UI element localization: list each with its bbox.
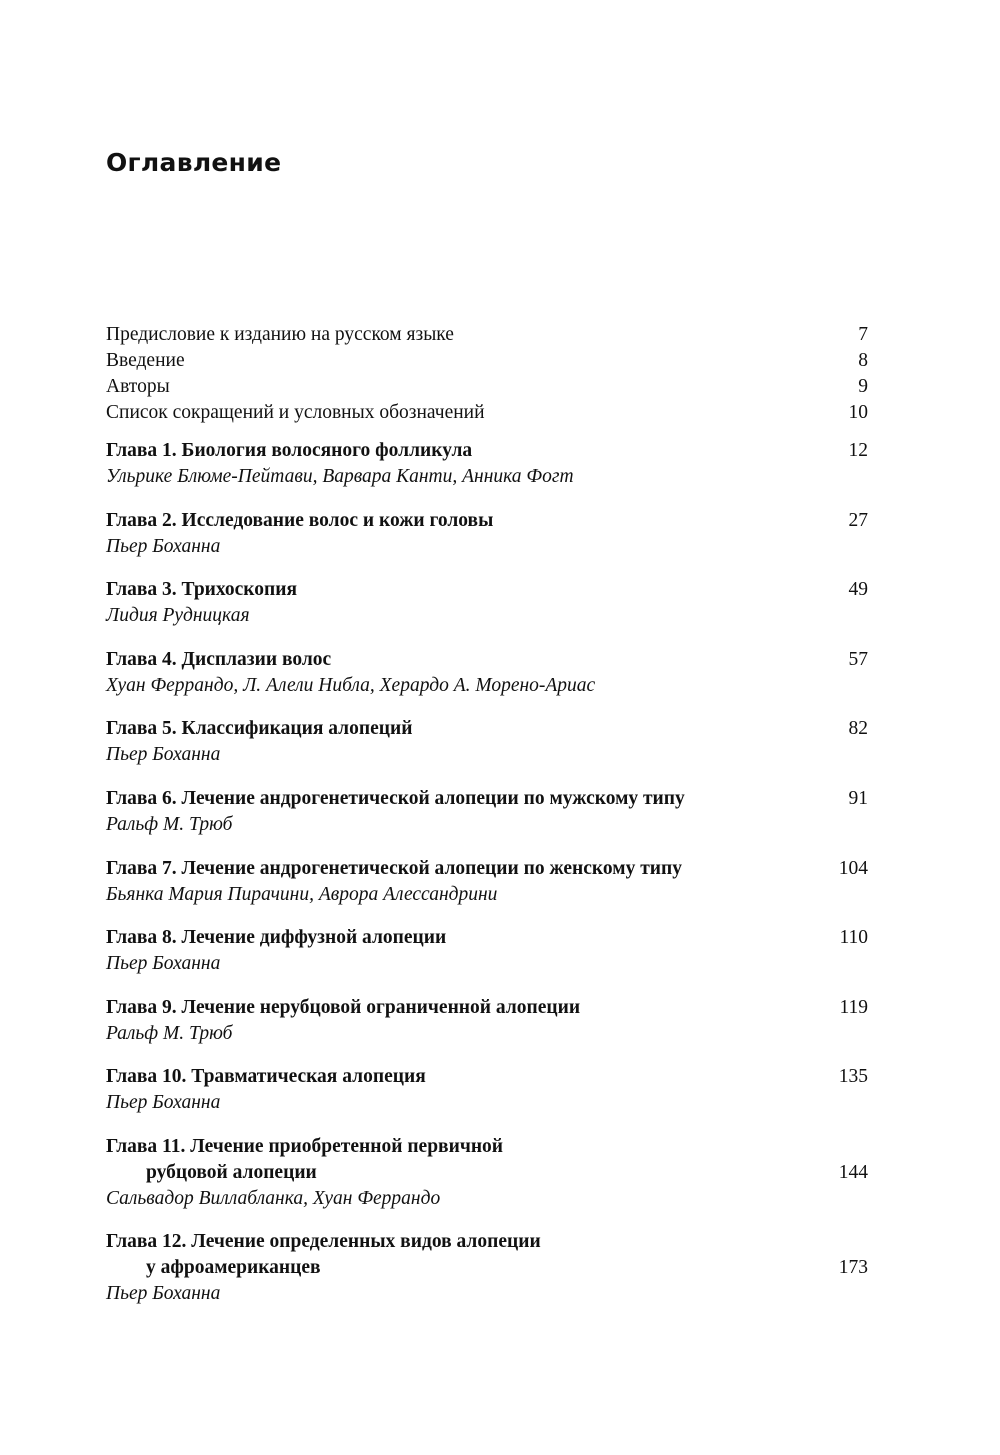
chapter-title: Глава 12. Лечение определенных видов алопеции (106, 1231, 541, 1252)
toc-page-number: 27 (848, 510, 868, 531)
chapter-authors: Ральф М. Трюб (106, 1023, 233, 1044)
chapter-authors: Пьер Боханна (106, 1092, 221, 1113)
chapter-title: Глава 11. Лечение приобретенной первичной (106, 1136, 504, 1157)
chapter-authors: Пьер Боханна (106, 953, 221, 974)
toc-page-number: 104 (838, 858, 868, 879)
chapter-title: Глава 5. Классификация алопеций (106, 718, 413, 739)
toc-entry-label: Предисловие к изданию на русском языке (106, 324, 454, 345)
chapter-authors: Пьер Боханна (106, 744, 221, 765)
chapter-authors: Сальвадор Виллабланка, Хуан Феррандо (106, 1188, 441, 1209)
chapter-authors: Хуан Феррандо, Л. Алели Нибла, Херардо А. Морено-Ариас (106, 675, 596, 696)
chapter-title: Глава 4. Дисплазии волос (106, 649, 332, 670)
chapter-title: Глава 8. Лечение диффузной алопеции (106, 927, 447, 948)
toc-page-number: 8 (858, 350, 868, 371)
toc-entry-label: Список сокращений и условных обозначений (106, 402, 485, 423)
toc-page-number: 82 (848, 718, 868, 739)
toc-page-number: 49 (848, 579, 868, 600)
toc-page-number: 12 (848, 440, 868, 461)
chapter-authors: Бьянка Мария Пирачини, Аврора Алессандрини (106, 884, 498, 905)
toc-page-number: 119 (839, 997, 868, 1018)
page-title: Оглавление (106, 148, 282, 177)
chapter-title: Глава 3. Трихоскопия (106, 579, 298, 600)
toc-page-number: 144 (838, 1162, 868, 1183)
toc-page-number: 57 (848, 649, 868, 670)
chapter-title: Глава 9. Лечение нерубцовой ограниченной алопеции (106, 997, 581, 1018)
chapter-authors: Ральф М. Трюб (106, 814, 233, 835)
chapter-authors: Пьер Боханна (106, 1283, 221, 1304)
chapter-title: Глава 2. Исследование волос и кожи головы (106, 510, 494, 531)
chapter-title: Глава 1. Биология волосяного фолликула (106, 440, 473, 461)
chapter-title: Глава 7. Лечение андрогенетической алопеции по женскому типу (106, 858, 682, 879)
chapter-authors: Ульрике Блюме-Пейтави, Варвара Канти, Анника Фогт (106, 466, 574, 487)
toc-page-number: 9 (858, 376, 868, 397)
chapter-title-continuation: рубцовой алопеции (146, 1162, 317, 1183)
toc-page-number: 110 (839, 927, 868, 948)
toc-page-number: 135 (838, 1066, 868, 1087)
toc-page-number: 91 (848, 788, 868, 809)
toc-page-number: 10 (848, 402, 868, 423)
chapter-title: Глава 6. Лечение андрогенетической алопеции по мужскому типу (106, 788, 685, 809)
chapter-title-continuation: у афроамериканцев (146, 1257, 321, 1278)
toc-page-number: 7 (858, 324, 868, 345)
chapter-authors: Лидия Рудницкая (106, 605, 250, 626)
chapter-authors: Пьер Боханна (106, 536, 221, 557)
toc-entry-label: Введение (106, 350, 185, 371)
toc-page-number: 173 (838, 1257, 868, 1278)
chapter-title: Глава 10. Травматическая алопеция (106, 1066, 426, 1087)
toc-entry-label: Авторы (106, 376, 170, 397)
